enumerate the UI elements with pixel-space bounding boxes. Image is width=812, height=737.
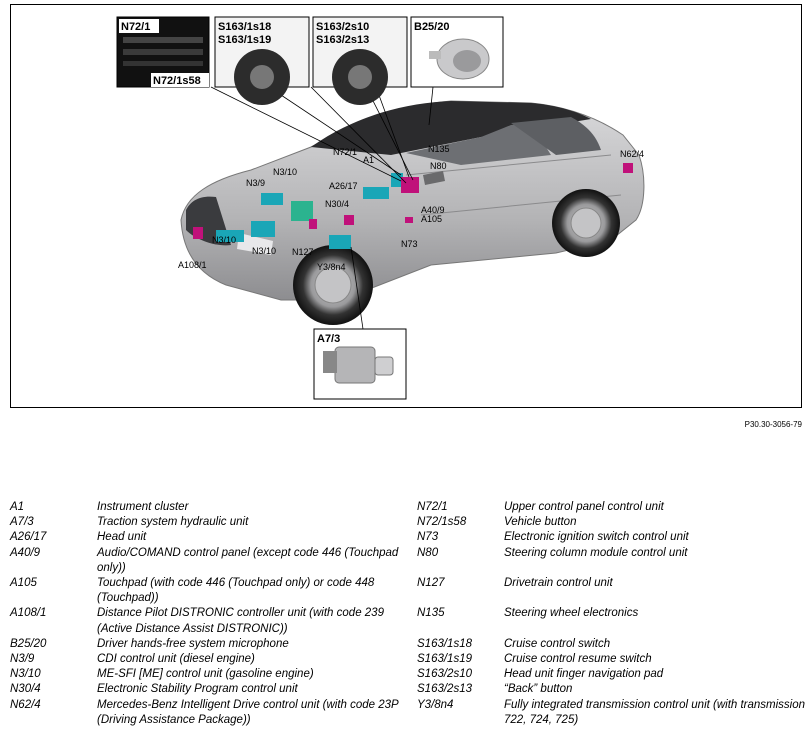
legend-row — [10, 682, 405, 697]
legend-description: Traction system hydraulic unit — [97, 516, 249, 529]
legend-code: S163/2s13 — [417, 683, 472, 696]
legend-code: A26/17 — [10, 531, 47, 544]
legend-code: A105 — [10, 577, 37, 590]
inset-n72-1s58-label: N72/1s58 — [153, 75, 201, 87]
inset-a7-3 — [314, 329, 406, 399]
callout-n135: N135 — [428, 144, 450, 154]
callout-a105: A105 — [421, 214, 443, 224]
legend-description: Distance Pilot DISTRONIC controller unit (with code 239 (Active Distance Assist DISTRONIC)) — [97, 607, 384, 635]
legend-row — [417, 652, 807, 667]
legend-description: Fully integrated transmission control unit (with transmission 722, 724, 725) — [504, 698, 806, 726]
legend-row — [417, 561, 807, 576]
legend-description: Vehicle button — [504, 516, 577, 529]
inset-n72-1 — [117, 17, 209, 87]
callout-n3-9: N3/9 — [246, 178, 266, 188]
legend-row — [417, 591, 807, 606]
legend-row — [417, 682, 807, 697]
callout-n62-4: N62/4 — [620, 149, 645, 159]
legend-row — [10, 637, 405, 652]
legend-description: Mercedes-Benz Intelligent Drive control unit (with code 23P (Driving Assistance Package)) — [97, 698, 399, 726]
legend-description: Audio/COMAND control panel (except code 446 (Touchpad only)) — [97, 546, 399, 574]
legend-code: Y3/8n4 — [417, 698, 454, 711]
legend-description: CDI control unit (diesel engine) — [97, 653, 255, 666]
callout-n3-10-left: N3/10 — [212, 235, 237, 245]
legend-row — [10, 606, 405, 636]
legend-code: A1 — [10, 501, 25, 513]
legend-code: N62/4 — [10, 698, 41, 711]
legend-code: N72/1s58 — [417, 516, 467, 529]
callout-y3-8n4: Y3/8n4 — [317, 262, 346, 272]
legend-description — [504, 561, 807, 576]
legend-row — [10, 576, 405, 606]
legend-row — [10, 698, 405, 728]
legend-row — [417, 606, 807, 621]
inset-a7-3-label: A7/3 — [317, 333, 341, 345]
callout-n30-4: N30/4 — [325, 199, 350, 209]
legend-code: N80 — [417, 546, 439, 559]
legend-code: S163/1s19 — [417, 652, 472, 665]
legend-description: “Back” button — [504, 683, 573, 696]
legend-left — [10, 500, 405, 728]
figure-reference: P30.30-3056-79 — [744, 420, 802, 429]
legend-row — [417, 637, 807, 652]
legend-row — [417, 500, 807, 515]
component-location-figure — [10, 4, 802, 408]
callout-n72-1: N72/1 — [333, 147, 358, 157]
legend-row — [417, 667, 807, 682]
inset-s163-2s10-label: S163/2s10 — [316, 21, 370, 33]
callout-a108-1: A108/1 — [178, 260, 207, 270]
legend-row — [417, 530, 807, 545]
callout-a40-9: A40/9 — [421, 205, 445, 215]
callout-n3-10-bottom: N3/10 — [252, 246, 277, 256]
inset-b25-20 — [411, 17, 503, 87]
legend-description — [504, 622, 807, 637]
legend-code: N127 — [417, 577, 445, 589]
legend-code: N72/1 — [417, 501, 448, 513]
legend-row — [10, 652, 405, 667]
legend-code — [417, 622, 504, 637]
legend-code: S163/1s18 — [417, 637, 472, 650]
inset-s163-2s13-label: S163/2s13 — [316, 34, 370, 46]
inset-s163-1s19-label: S163/1s19 — [218, 34, 272, 46]
inset-s163-1s18-label: S163/1s18 — [218, 21, 272, 33]
legend-description: Instrument cluster — [97, 501, 189, 513]
legend-code: S163/2s10 — [417, 668, 472, 681]
legend-row — [417, 576, 807, 591]
legend-description: Cruise control resume switch — [504, 652, 652, 665]
legend-code: A40/9 — [10, 546, 41, 559]
legend-description: Electronic Stability Program control unit — [97, 683, 298, 696]
legend-row — [10, 546, 405, 576]
legend-description: Driver hands-free system microphone — [97, 637, 289, 650]
legend-code — [417, 591, 504, 606]
legend-description: Cruise control switch — [504, 637, 611, 650]
legend-row — [10, 500, 405, 515]
inset-s163-2 — [313, 17, 407, 105]
legend-description: Upper control panel control unit — [504, 501, 664, 513]
callout-a1: A1 — [363, 155, 375, 165]
legend-description: Head unit — [97, 531, 147, 544]
car-illustration — [11, 5, 801, 407]
callout-n73: N73 — [401, 239, 418, 249]
legend-code: N135 — [417, 607, 445, 620]
legend-row — [417, 622, 807, 637]
legend-code: A7/3 — [10, 516, 34, 529]
legend-right — [417, 500, 807, 728]
legend-code: N30/4 — [10, 683, 41, 696]
legend-row — [10, 530, 405, 545]
callout-n3-10-top: N3/10 — [273, 167, 298, 177]
legend-code: N3/10 — [10, 668, 41, 681]
legend-description: Drivetrain control unit — [504, 577, 613, 589]
legend-description: Touchpad (with code 446 (Touchpad only) or code 448 (Touchpad)) — [97, 577, 375, 605]
legend-description: Head unit finger navigation pad — [504, 668, 664, 681]
inset-n72-1-label: N72/1 — [121, 21, 151, 33]
legend-code: A108/1 — [10, 607, 47, 620]
legend-description: Steering column module control unit — [504, 546, 688, 559]
inset-b25-20-label: B25/20 — [414, 21, 450, 33]
callout-a26-17: A26/17 — [329, 181, 358, 191]
rear-wheel — [552, 189, 620, 257]
legend-code: N73 — [417, 531, 439, 544]
callout-n127: N127 — [292, 247, 314, 257]
legend-code: N3/9 — [10, 653, 35, 666]
legend-row — [10, 515, 405, 530]
legend-code — [417, 561, 504, 576]
legend-code: B25/20 — [10, 637, 47, 650]
legend-row — [417, 515, 807, 530]
legend-description — [504, 591, 807, 606]
legend-description: ME-SFI [ME] control unit (gasoline engine) — [97, 668, 314, 681]
legend-description: Electronic ignition switch control unit — [504, 531, 689, 544]
legend-row — [417, 698, 807, 728]
legend-row — [417, 546, 807, 561]
callout-n80: N80 — [430, 161, 447, 171]
legend-row — [10, 667, 405, 682]
legend-description: Steering wheel electronics — [504, 607, 639, 620]
inset-s163-1 — [215, 17, 309, 105]
